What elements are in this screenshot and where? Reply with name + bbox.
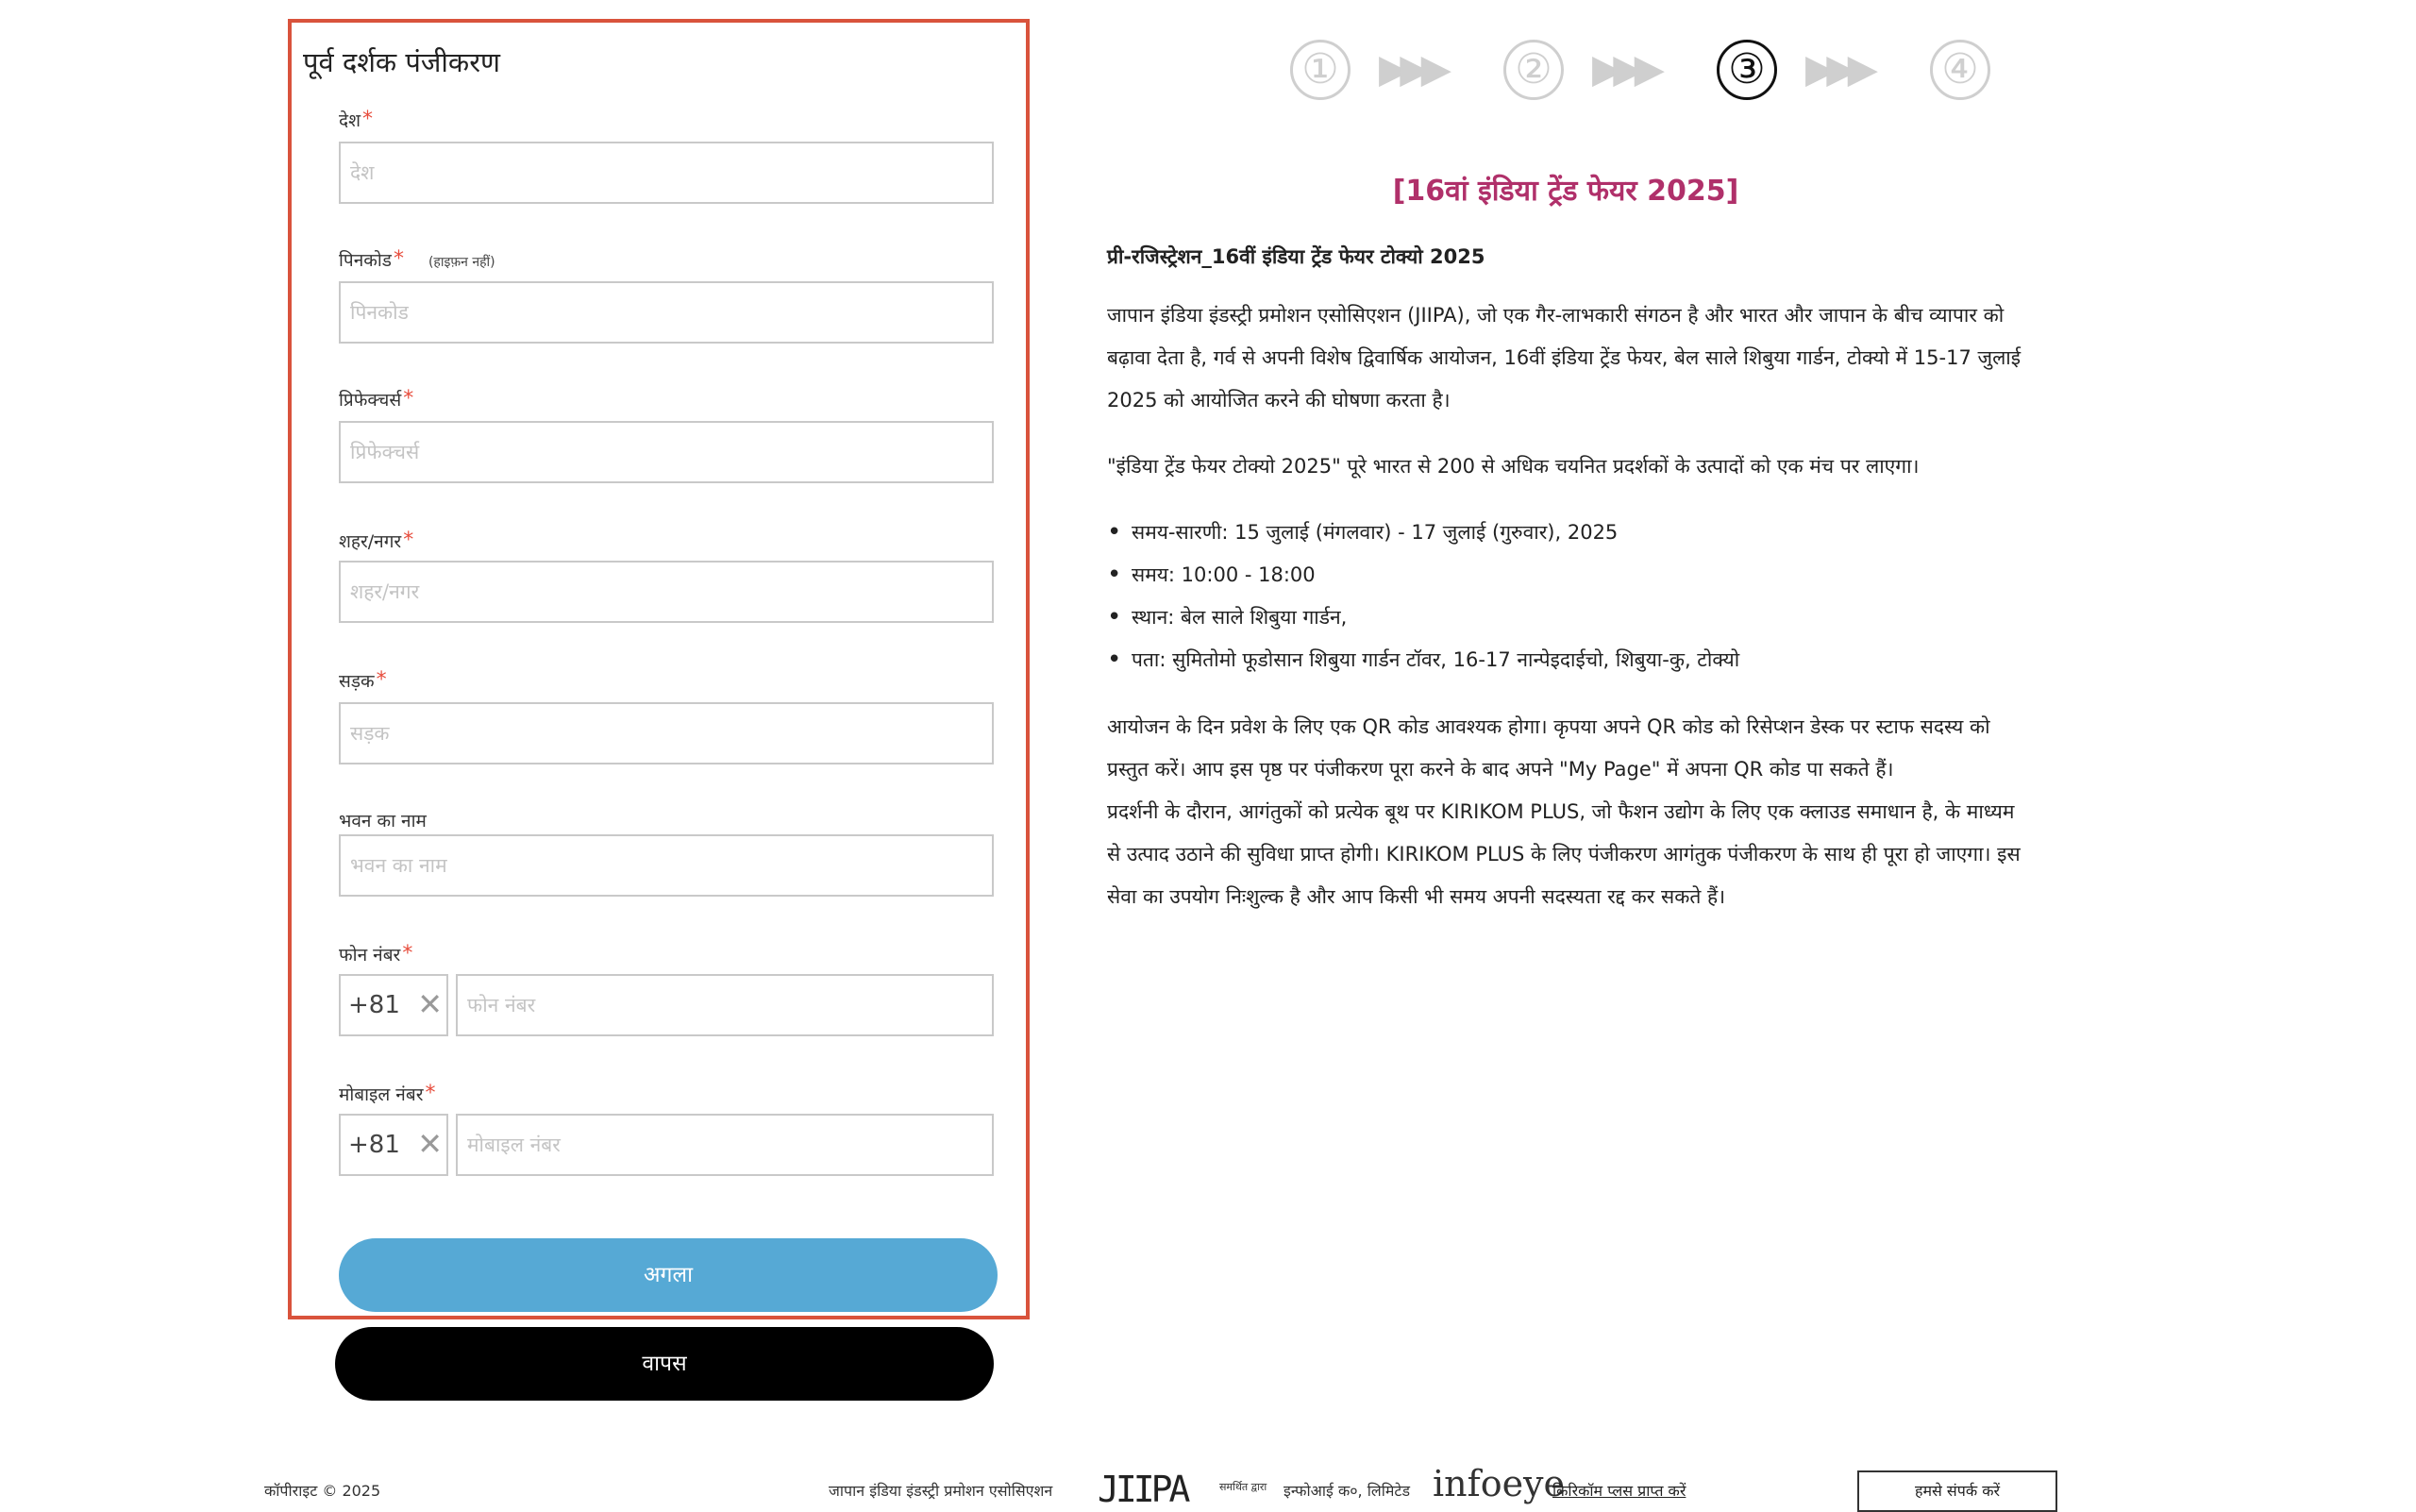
form-title: पूर्व दर्शक पंजीकरण: [303, 46, 501, 78]
mobile-country-code[interactable]: [339, 1114, 448, 1176]
association-name: जापान इंडिया इंडस्ट्री प्रमोशन एसोसिएशन: [829, 1482, 1053, 1500]
phone-input[interactable]: [456, 974, 994, 1036]
required-mark: *: [425, 1082, 436, 1105]
step-arrows-icon: ▶▶▶: [1379, 45, 1442, 92]
step-3: ③: [1717, 40, 1777, 100]
street-input[interactable]: [339, 702, 994, 764]
event-heading: [16वां इंडिया ट्रेंड फेयर 2025]: [1392, 175, 1739, 208]
registration-panel: [288, 19, 1030, 1319]
contact-button[interactable]: हमसे संपर्क करें: [1857, 1470, 2057, 1512]
event-subtitle: प्री-रजिस्ट्रेशन_16वीं इंडिया ट्रेंड फेयर टोक्यो 2025: [1107, 245, 1485, 268]
pincode-hint: (हाइफ़न नहीं): [428, 255, 495, 270]
phone-clear-icon[interactable]: ✕: [417, 986, 443, 1022]
phone-label: फोन नंबर*: [339, 942, 413, 966]
event-description: जापान इंडिया इंडस्ट्री प्रमोशन एसोसिएशन (JIIPA), जो एक गैर-लाभकारी संगठन है और भारत और जापान के बीच व्यापार को बढ़ावा देता है, गर्व से अपनी विशेष द्विवार्षिक आयोजन, 16वीं इंडिया ट्रेंड फेयर, बेल साले शिबुया गार्डन, टोक्यो में 15-17 जुलाई 2025 को आयोजित करने की घोषणा करता है।: [1107, 304, 2022, 412]
step-1: ①: [1290, 40, 1351, 100]
required-mark: *: [362, 108, 374, 131]
mobile-clear-icon[interactable]: ✕: [417, 1126, 443, 1162]
building-label: भवन का नाम: [339, 811, 427, 832]
required-mark: *: [403, 387, 414, 411]
next-button[interactable]: अगला: [339, 1238, 998, 1312]
required-mark: *: [393, 247, 404, 271]
step-2: ②: [1503, 40, 1564, 100]
qr-code-info: आयोजन के दिन प्रवेश के लिए एक QR कोड आवश्यक होगा। कृपया अपने QR कोड को रिसेप्शन डेस्क पर स्टाफ सदस्य को प्रस्तुत करें। आप इस पृष्ठ पर पंजीकरण पूरा करने के बाद अपने "My Page" में अपना QR कोड पा सकते हैं।: [1107, 715, 1990, 781]
prefecture-label: प्रिफेक्चर्स*: [339, 387, 414, 411]
step-arrows-icon: ▶▶▶: [1805, 45, 1869, 92]
event-details-list: [1107, 512, 1739, 681]
kirikom-info: प्रदर्शनी के दौरान, आगंतुकों को प्रत्येक बूथ पर KIRIKOM PLUS, जो फैशन उद्योग के लिए एक क्लाउड समाधान है, के माध्यम से उत्पाद उठाने की सुविधा प्राप्त होगी। KIRIKOM PLUS के लिए पंजीकरण आगंतुक पंजीकरण के साथ ही पूरा हो जाएगा। इस सेवा का उपयोग निःशुल्क है और आप किसी भी समय अपनी सदस्यता रद्द कर सकते हैं।: [1107, 800, 2021, 908]
list-item: • पता: सुमितोमो फूडोसान शिबुया गार्डन टॉवर, 16-17 नान्पेइदाईचो, शिबुया-कु, टोक्यो: [1107, 639, 1739, 681]
infoi-company: इन्फोआई क०, लिमिटेड: [1284, 1482, 1411, 1500]
phone-country-code-value: +81: [348, 991, 400, 1019]
step-4: ④: [1930, 40, 1990, 100]
required-mark: *: [402, 942, 413, 966]
phone-country-code[interactable]: [339, 974, 448, 1036]
pincode-input[interactable]: [339, 281, 994, 344]
list-item: • समय: 10:00 - 18:00: [1107, 554, 1739, 596]
mobile-label: मोबाइल नंबर*: [339, 1082, 436, 1105]
list-item: • समय-सारणी: 15 जुलाई (मंगलवार) - 17 जुलाई (गुरुवार), 2025: [1107, 512, 1739, 554]
city-label: शहर/नगर*: [339, 529, 414, 552]
list-item: • स्थान: बेल साले शिबुया गार्डन,: [1107, 596, 1739, 639]
country-label: देश*: [339, 108, 374, 131]
infoeye-logo: infoeye: [1433, 1463, 1566, 1504]
step-arrows-icon: ▶▶▶: [1592, 45, 1655, 92]
required-mark: *: [403, 529, 414, 552]
street-label: सड़क*: [339, 668, 387, 692]
mobile-input[interactable]: [456, 1114, 994, 1176]
event-exhibitors: "इंडिया ट्रेंड फेयर टोक्यो 2025" पूरे भारत से 200 से अधिक चयनित प्रदर्शकों के उत्पादों को एक मंच पर लाएगा।: [1107, 455, 1920, 478]
pincode-label: पिनकोड* (हाइफ़न नहीं): [339, 247, 495, 271]
kirikom-link[interactable]: किरिकॉम प्लस प्राप्त करें: [1552, 1482, 1686, 1500]
back-button[interactable]: वापस: [335, 1327, 994, 1401]
mobile-country-code-value: +81: [348, 1131, 400, 1159]
supported-by: समर्थित द्वारा: [1219, 1481, 1267, 1493]
copyright: कॉपीराइट © 2025: [264, 1482, 381, 1500]
jiipa-logo: JIIPA: [1098, 1469, 1187, 1510]
prefecture-input[interactable]: [339, 421, 994, 483]
required-mark: *: [376, 668, 387, 692]
building-input[interactable]: [339, 834, 994, 897]
city-input[interactable]: [339, 561, 994, 623]
country-input[interactable]: [339, 142, 994, 204]
